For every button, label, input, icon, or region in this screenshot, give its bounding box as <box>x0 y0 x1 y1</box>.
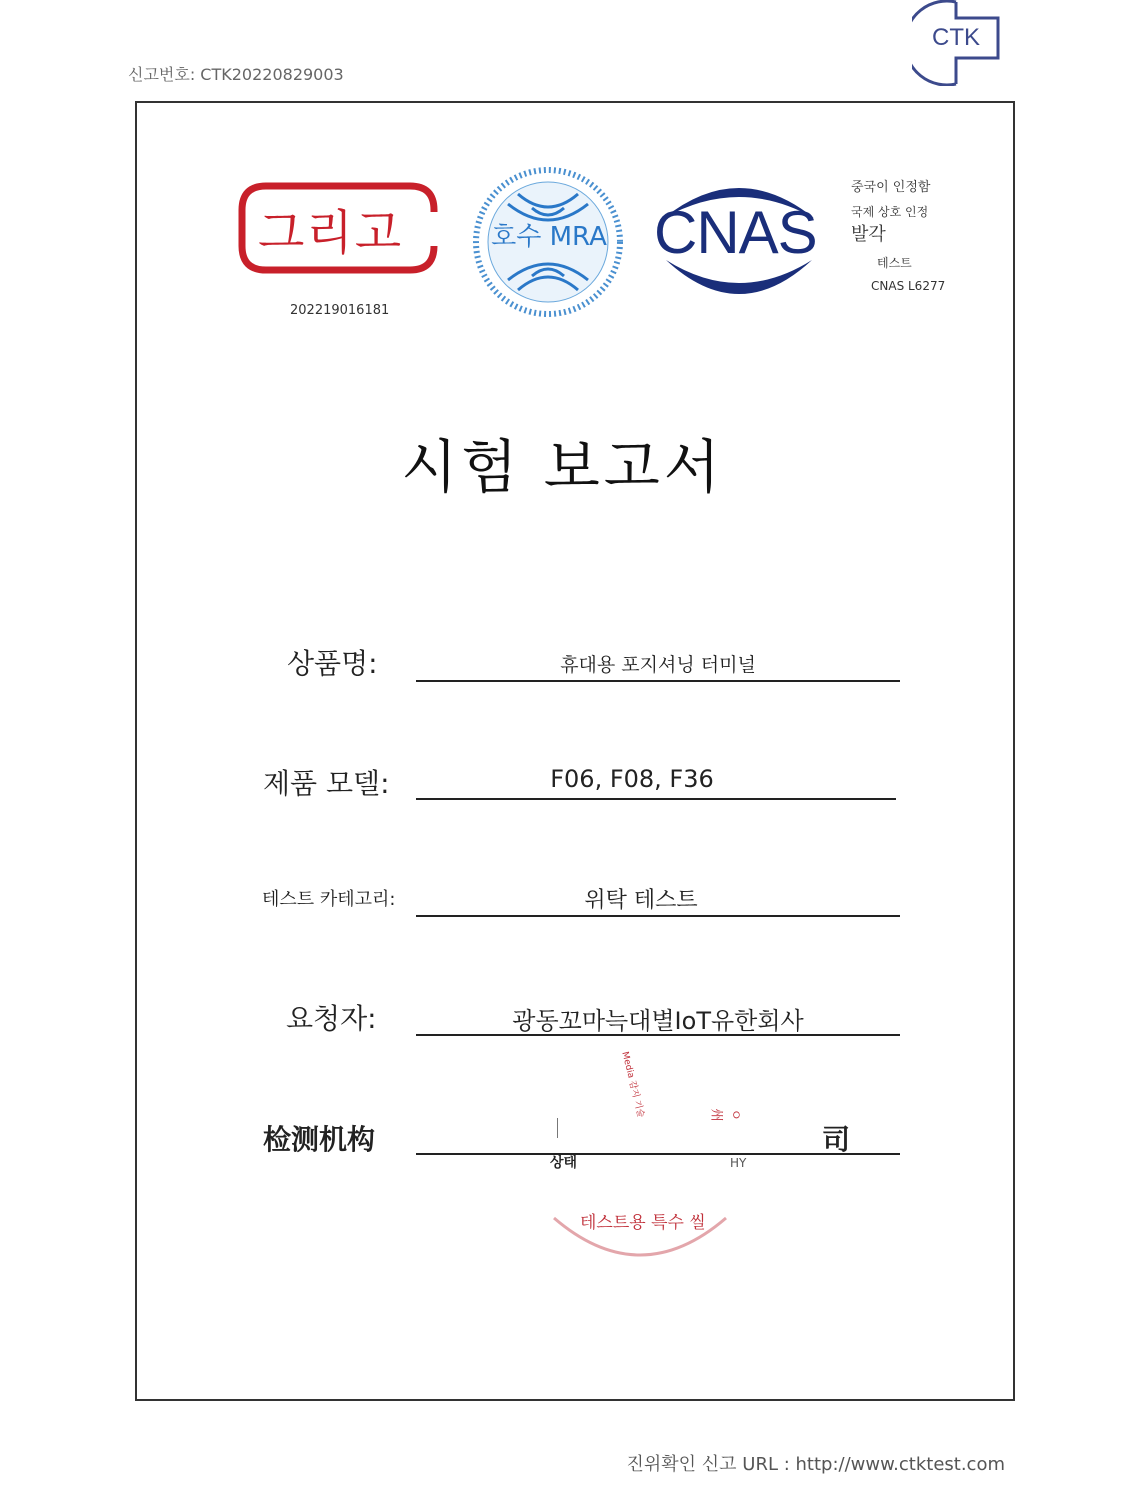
seal-caption: 테스트용 특수 씰 <box>580 1213 706 1233</box>
test-seal <box>540 1030 747 1260</box>
cnas-accreditation-number: CNAS L6277 <box>871 279 946 293</box>
test-category-underline <box>416 915 900 917</box>
product-model-label: 제품 모델: <box>263 767 390 800</box>
seal-mark: ㅇ州 <box>708 1108 743 1122</box>
testing-agency-label: 检测机构 <box>263 1123 376 1156</box>
cnas-info-line: 국제 상호 인정 <box>851 205 929 219</box>
seal-arc-text: Media 감지 기술 <box>619 1050 646 1119</box>
ilac-mark-text: 그리고 <box>258 205 404 261</box>
cnas-logo <box>654 178 824 300</box>
mra-seal <box>472 166 624 318</box>
product-model-underline <box>416 798 896 800</box>
product-name-value: 휴대용 포지셔닝 터미널 <box>560 654 756 676</box>
cnas-text: CNAS <box>654 199 817 266</box>
page-title: 시험 보고서 <box>401 433 724 501</box>
product-name-underline <box>416 680 900 682</box>
ilac-mark <box>238 178 438 278</box>
seal-tick <box>557 1118 558 1138</box>
seal-status: 상태 <box>550 1155 578 1171</box>
testing-agency-value-suffix: 司 <box>822 1123 851 1156</box>
seal-hy: HY <box>730 1156 747 1170</box>
cnas-info-line: 테스트 <box>877 256 912 270</box>
cnas-info-line: 발각 <box>851 224 886 245</box>
ilac-number: 202219016181 <box>290 303 390 318</box>
mra-text: 호수 MRA <box>491 222 607 252</box>
cnas-info-line: 중국이 인정함 <box>851 180 931 195</box>
product-model-value: F06, F08, F36 <box>550 765 714 793</box>
test-category-value: 위탁 테스트 <box>584 888 698 913</box>
ctk-logo-text: CTK <box>932 24 980 51</box>
ctk-logo <box>912 0 1002 86</box>
product-name-label: 상품명: <box>287 647 378 680</box>
report-number: 신고번호: CTK20220829003 <box>128 65 344 84</box>
cnas-info <box>851 176 981 293</box>
applicant-value: 광동꼬마늑대별IoT유한회사 <box>512 1007 804 1035</box>
applicant-label: 요청자: <box>286 1002 377 1035</box>
verify-url: 진위확인 신고 URL : http://www.ctktest.com <box>626 1454 1005 1475</box>
test-category-label: 테스트 카테고리: <box>262 889 396 910</box>
